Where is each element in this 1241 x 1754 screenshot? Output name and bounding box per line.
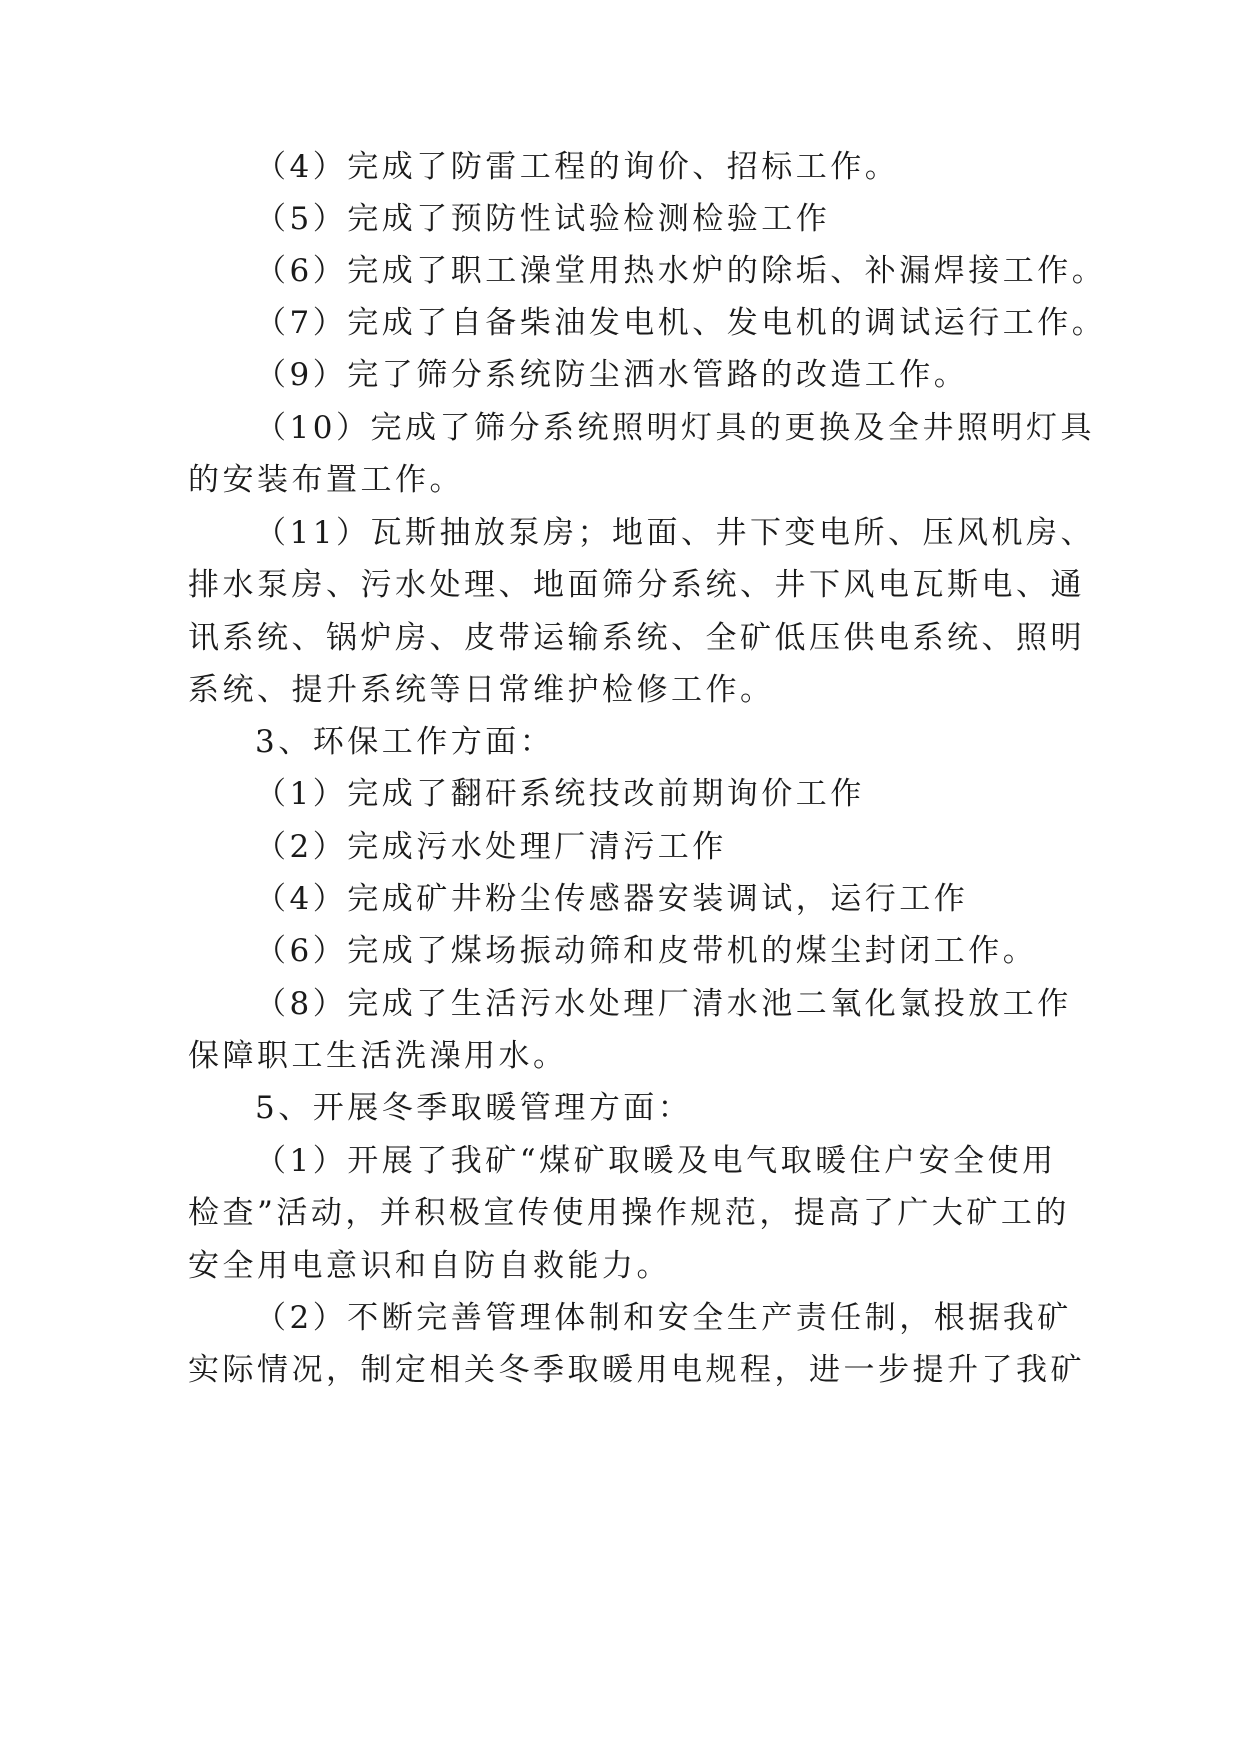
paragraph-line: （10）完成了筛分系统照明灯具的更换及全井照明灯具: [255, 410, 1095, 446]
paragraph-line: （1）完成了翻矸系统技改前期询价工作: [255, 776, 865, 812]
paragraph-line: （6）完成了职工澡堂用热水炉的除垢、补漏焊接工作。: [255, 253, 1107, 289]
paragraph-line: （2）不断完善管理体制和安全生产责任制，根据我矿: [255, 1300, 1072, 1336]
paragraph-line: 实际情况，制定相关冬季取暖用电规程，进一步提升了我矿: [188, 1352, 1085, 1388]
paragraph-line: 的安装布置工作。: [188, 462, 464, 498]
paragraph-line: （2）完成污水处理厂清污工作: [255, 829, 727, 865]
paragraph-line: （9）完了筛分系统防尘洒水管路的改造工作。: [255, 357, 969, 393]
paragraph-line: 排水泵房、污水处理、地面筛分系统、井下风电瓦斯电、通: [188, 567, 1085, 603]
paragraph-line: （4）完成矿井粉尘传感器安装调试，运行工作: [255, 881, 969, 917]
paragraph-line: 安全用电意识和自防自救能力。: [188, 1248, 671, 1284]
paragraph-line: （6）完成了煤场振动筛和皮带机的煤尘封闭工作。: [255, 933, 1038, 969]
paragraph-line: （11）瓦斯抽放泵房；地面、井下变电所、压风机房、: [255, 515, 1095, 551]
section-heading: 3、环保工作方面：: [255, 724, 555, 760]
paragraph-line: （1）开展了我矿“煤矿取暖及电气取暖住户安全使用: [255, 1143, 1057, 1179]
section-heading: 5、开展冬季取暖管理方面：: [255, 1090, 693, 1126]
paragraph-line: 系统、提升系统等日常维护检修工作。: [188, 672, 775, 708]
paragraph-line: （8）完成了生活污水处理厂清水池二氧化氯投放工作: [255, 986, 1072, 1022]
paragraph-line: （5）完成了预防性试验检测检验工作: [255, 201, 831, 237]
paragraph-line: （7）完成了自备柴油发电机、发电机的调试运行工作。: [255, 305, 1107, 341]
paragraph-line: 检查”活动，并积极宣传使用操作规范，提高了广大矿工的: [188, 1195, 1070, 1231]
paragraph-line: 保障职工生活洗澡用水。: [188, 1038, 568, 1074]
paragraph-line: （4）完成了防雷工程的询价、招标工作。: [255, 149, 900, 185]
paragraph-line: 讯系统、锅炉房、皮带运输系统、全矿低压供电系统、照明: [188, 620, 1085, 656]
